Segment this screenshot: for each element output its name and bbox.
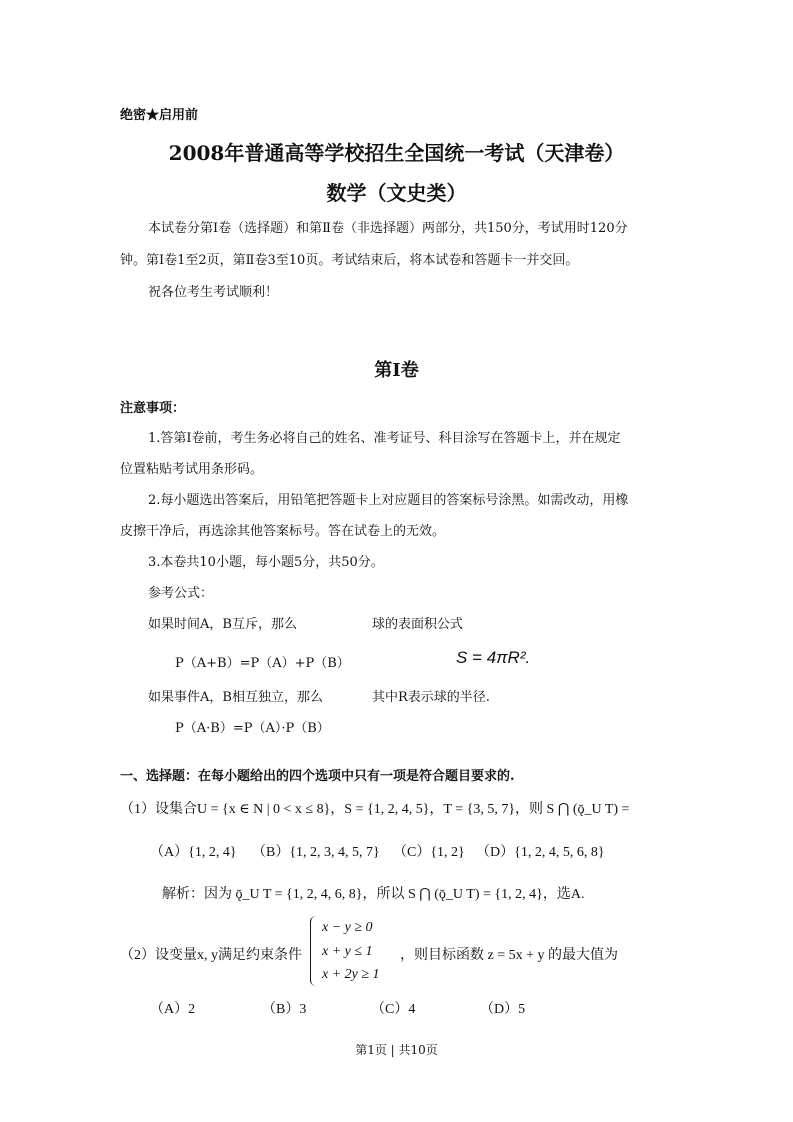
intro-line-1: 本试卷分第Ⅰ卷（选择题）和第Ⅱ卷（非选择题）两部分，共150分，考试用时120分: [148, 221, 628, 236]
ref-left-2: 如果事件A，B相互独立，那么: [148, 690, 323, 705]
q2-constraint-3: x + 2y ≥ 1: [322, 967, 380, 982]
note-1b: 位置粘贴考试用条形码。: [120, 462, 264, 477]
section1-heading: 一、选择题：在每小题给出的四个选项中只有一项是符合题目要求的.: [120, 769, 515, 784]
q2-option-b: （B）3: [262, 1002, 307, 1017]
ref-heading: 参考公式：: [148, 586, 214, 601]
q1-option-c: （C）{1, 2}: [393, 845, 465, 860]
ref-formula-2: P（A·B）=P（A）·P（B）: [175, 721, 330, 736]
q1-stem: （1）设集合U = {x ∈ N | 0 < x ≤ 8}，S = {1, 2, 4, 5}，T = {3, 5, 7}，则 S ⋂ (ǭ_U T) =: [120, 802, 630, 817]
ref-right-2: 其中R表示球的半径.: [372, 690, 490, 705]
q1-option-b: （B）{1, 2, 3, 4, 5, 7}: [252, 845, 380, 860]
q1-option-a: （A）{1, 2, 4}: [150, 845, 237, 860]
q2-option-d: （D）5: [480, 1002, 526, 1017]
exam-title: 2008年普通高等学校招生全国统一考试（天津卷）: [168, 141, 625, 165]
exam-subtitle: 数学（文史类）: [326, 181, 467, 205]
intro-line-2: 钟。第Ⅰ卷1至2页，第Ⅱ卷3至10页。考试结束后，将本试卷和答题卡一并交回。: [120, 253, 579, 268]
note-1a: 1.答第Ⅰ卷前，考生务必将自己的姓名、准考证号、科目涂写在答题卡上，并在规定: [148, 431, 621, 446]
note-3: 3.本卷共10小题，每小题5分，共50分。: [148, 555, 384, 570]
q1-analysis: 解析：因为 ǭ_U T = {1, 2, 4, 6, 8}，所以 S ⋂ (ǭ_U T) = {1, 2, 4}，选A.: [162, 887, 585, 902]
q1-option-d: （D）{1, 2, 4, 5, 6, 8}: [476, 845, 605, 860]
q2-constraint-1: x − y ≥ 0: [322, 920, 373, 935]
page-footer: 第1页 | 共10页: [355, 1043, 438, 1057]
sphere-area-formula: S = 4πR².: [456, 648, 531, 667]
q2-option-c: （C）4: [371, 1002, 416, 1017]
q2-stem-post: ，则目标函数 z = 5x + y 的最大值为: [400, 948, 619, 963]
ref-left-1: 如果时间A，B互斥，那么: [148, 617, 297, 632]
q2-option-a: （A）2: [150, 1002, 196, 1017]
part1-title: 第Ⅰ卷: [374, 360, 419, 381]
ref-right-1: 球的表面积公式: [372, 617, 464, 632]
q2-stem-pre: （2）设变量x, y满足约束条件: [120, 948, 302, 963]
note-2b: 皮擦干净后，再选涂其他答案标号。答在试卷上的无效。: [120, 524, 446, 539]
intro-line-3: 祝各位考生考试顺利！: [148, 285, 279, 300]
ref-formula-1: P（A+B）=P（A）+P（B）: [175, 656, 350, 671]
constraint-brace: [310, 916, 319, 986]
note-2a: 2.每小题选出答案后，用铅笔把答题卡上对应题目的答案标号涂黑。如需改动，用橡: [148, 493, 629, 508]
q2-constraint-2: x + y ≤ 1: [322, 944, 373, 959]
notes-heading: 注意事项：: [120, 401, 186, 416]
secret-label: 绝密★启用前: [120, 108, 199, 123]
